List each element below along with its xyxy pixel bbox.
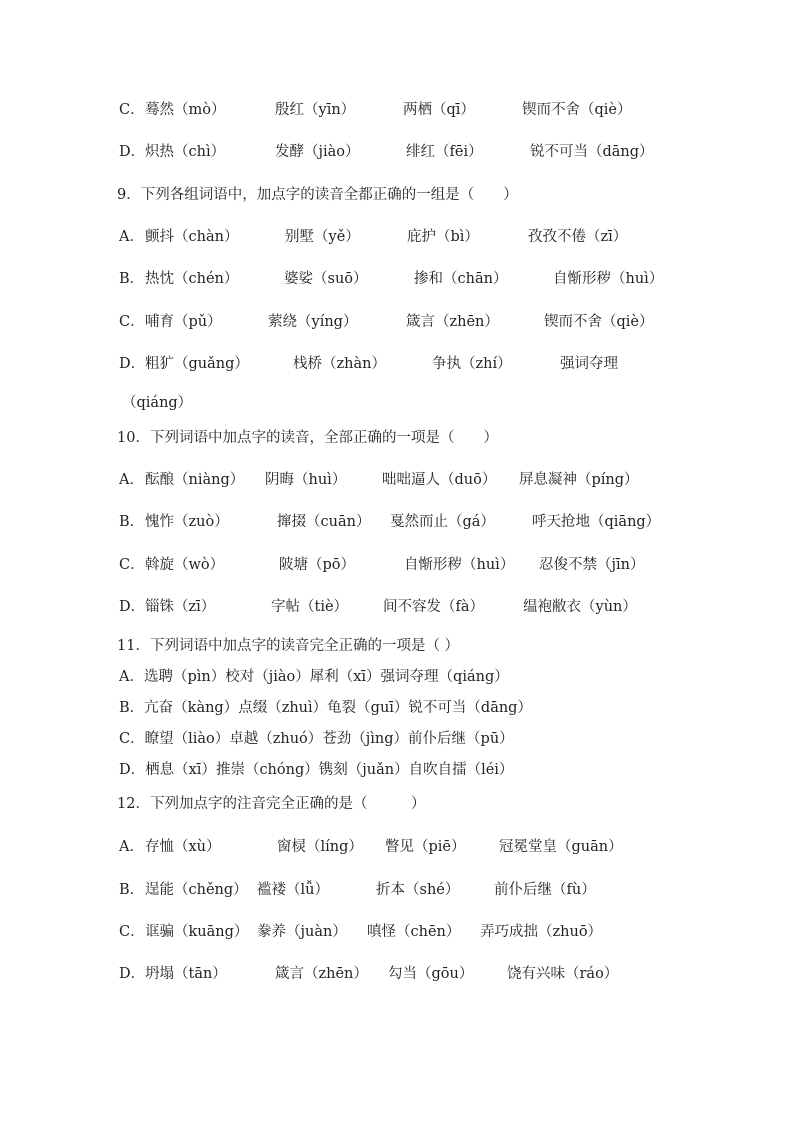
question-text: 10．下列词语中加点字的读音，全部正确的一项是（ ） — [117, 430, 498, 446]
q9-option-c — [0, 311, 794, 333]
q11-option-a — [0, 666, 794, 688]
option-item: 萦绕（yíng） — [268, 314, 358, 330]
option-item: 锲而不舍（qiè） — [522, 102, 632, 118]
option-item: 自惭形秽（huì） — [404, 557, 515, 573]
option-item: 斡旋（wò） — [145, 557, 225, 573]
question-text: 12．下列加点字的注音完全正确的是（ ） — [117, 796, 426, 812]
option-item: 间不容发（fà） — [383, 599, 485, 615]
option-item: 字帖（tiè） — [271, 599, 349, 615]
option-item: 撺掇（cuān） — [277, 514, 371, 530]
option-item: 哺育（pǔ） — [145, 314, 222, 330]
option-item: 戛然而止（gá） — [390, 514, 495, 530]
option-item: 强词夺理 — [560, 356, 618, 372]
option-label: D． — [119, 356, 146, 372]
option-text: D．栖息（xī）推崇（chóng）镌刻（juǎn）自吹自擂（léi） — [119, 762, 514, 778]
option-item: 豢养（juàn） — [257, 924, 347, 940]
option-item: 庇护（bì） — [407, 229, 479, 245]
option-label: B． — [119, 271, 145, 287]
option-item: 锐不可当（dāng） — [530, 144, 654, 160]
option-item: 箴言（zhēn） — [406, 314, 499, 330]
option-item: 绯红（fēi） — [406, 144, 483, 160]
option-item: 褴褛（lǚ） — [257, 882, 329, 898]
option-item: 锲而不舍（qiè） — [544, 314, 654, 330]
option-item: 粗犷（guǎng） — [145, 356, 249, 372]
q12-option-c — [0, 921, 794, 943]
q8-option-c — [0, 99, 794, 121]
option-item: 弄巧成拙（zhuō） — [480, 924, 603, 940]
option-item: 自惭形秽（huì） — [553, 271, 664, 287]
option-text: A．选聘（pìn）校对（jiào）犀利（xī）强词夺理（qiáng） — [119, 669, 509, 685]
option-item: 存恤（xù） — [145, 839, 221, 855]
q11-option-c — [0, 728, 794, 750]
option-item: 炽热（chì） — [145, 144, 226, 160]
q10-option-a — [0, 469, 794, 491]
option-text: B．亢奋（kàng）点缀（zhuì）龟裂（guī）锐不可当（dāng） — [119, 700, 532, 716]
option-item: 蓦然（mò） — [145, 102, 226, 118]
option-item: 栈桥（zhàn） — [293, 356, 386, 372]
option-label: C． — [119, 102, 145, 118]
q12-option-d — [0, 963, 794, 985]
option-item: 争执（zhí） — [432, 356, 512, 372]
option-item: 嗔怪（chēn） — [367, 924, 461, 940]
option-text: C．瞭望（liào）卓越（zhuó）苍劲（jìng）前仆后继（pū） — [119, 731, 514, 747]
option-item: 殷红（yīn） — [275, 102, 356, 118]
option-item: 发酵（jiào） — [275, 144, 360, 160]
option-item: 咄咄逼人（duō） — [382, 472, 497, 488]
q10-stem — [0, 427, 794, 449]
q11-option-b — [0, 697, 794, 719]
q10-option-d — [0, 596, 794, 618]
option-item: 颤抖（chàn） — [145, 229, 239, 245]
option-item: 缊袍敝衣（yùn） — [523, 599, 637, 615]
option-item: 呼天抢地（qiāng） — [532, 514, 661, 530]
q10-option-c — [0, 554, 794, 576]
option-item: 冠冕堂皇（guān） — [499, 839, 623, 855]
q9-option-d — [0, 353, 794, 375]
option-label: D． — [119, 966, 146, 982]
option-item: 饶有兴味（ráo） — [507, 966, 619, 982]
option-item: 锱铢（zī） — [145, 599, 216, 615]
option-item: 瞥见（piē） — [385, 839, 466, 855]
option-label: C． — [119, 557, 145, 573]
option-item: 诓骗（kuāng） — [145, 924, 249, 940]
option-item: 阴晦（huì） — [265, 472, 347, 488]
option-item: 热忱（chén） — [145, 271, 239, 287]
option-item-continued: （qiáng） — [122, 395, 193, 411]
option-item: 忍俊不禁（jīn） — [539, 557, 645, 573]
option-item: 前仆后继（fù） — [494, 882, 596, 898]
option-label: B． — [119, 882, 145, 898]
option-item: 掺和（chān） — [414, 271, 508, 287]
q9-option-d-continued — [0, 392, 794, 414]
question-text: 9．下列各组词语中，加点字的读音全都正确的一组是（ ） — [117, 187, 518, 203]
question-text: 11．下列词语中加点字的读音完全正确的一项是（ ） — [117, 638, 460, 654]
q11-stem — [0, 635, 794, 657]
option-item: 酝酿（niàng） — [145, 472, 245, 488]
option-item: 坍塌（tān） — [145, 966, 227, 982]
q10-option-b — [0, 511, 794, 533]
q8-option-d — [0, 141, 794, 163]
option-item: 孜孜不倦（zī） — [528, 229, 628, 245]
q9-stem — [0, 184, 794, 206]
q12-option-b — [0, 879, 794, 901]
option-item: 两栖（qī） — [403, 102, 475, 118]
option-item: 别墅（yě） — [285, 229, 360, 245]
option-item: 屏息凝神（píng） — [519, 472, 639, 488]
option-label: C． — [119, 314, 145, 330]
option-label: A． — [119, 472, 144, 488]
option-label: A． — [119, 839, 144, 855]
option-label: D． — [119, 144, 146, 160]
option-item: 勾当（gōu） — [388, 966, 474, 982]
q12-option-a — [0, 836, 794, 858]
option-item: 陂塘（pō） — [279, 557, 356, 573]
option-label: A． — [119, 229, 144, 245]
option-label: B． — [119, 514, 145, 530]
option-item: 折本（shé） — [376, 882, 460, 898]
option-label: C． — [119, 924, 145, 940]
option-item: 逞能（chěng） — [145, 882, 248, 898]
q9-option-a — [0, 226, 794, 248]
q9-option-b — [0, 268, 794, 290]
option-item: 窗棂（líng） — [277, 839, 363, 855]
q11-option-d — [0, 759, 794, 781]
option-item: 箴言（zhēn） — [275, 966, 368, 982]
option-label: D． — [119, 599, 146, 615]
option-item: 婆娑（suō） — [284, 271, 368, 287]
option-item: 愧怍（zuò） — [145, 514, 229, 530]
q12-stem — [0, 793, 794, 815]
